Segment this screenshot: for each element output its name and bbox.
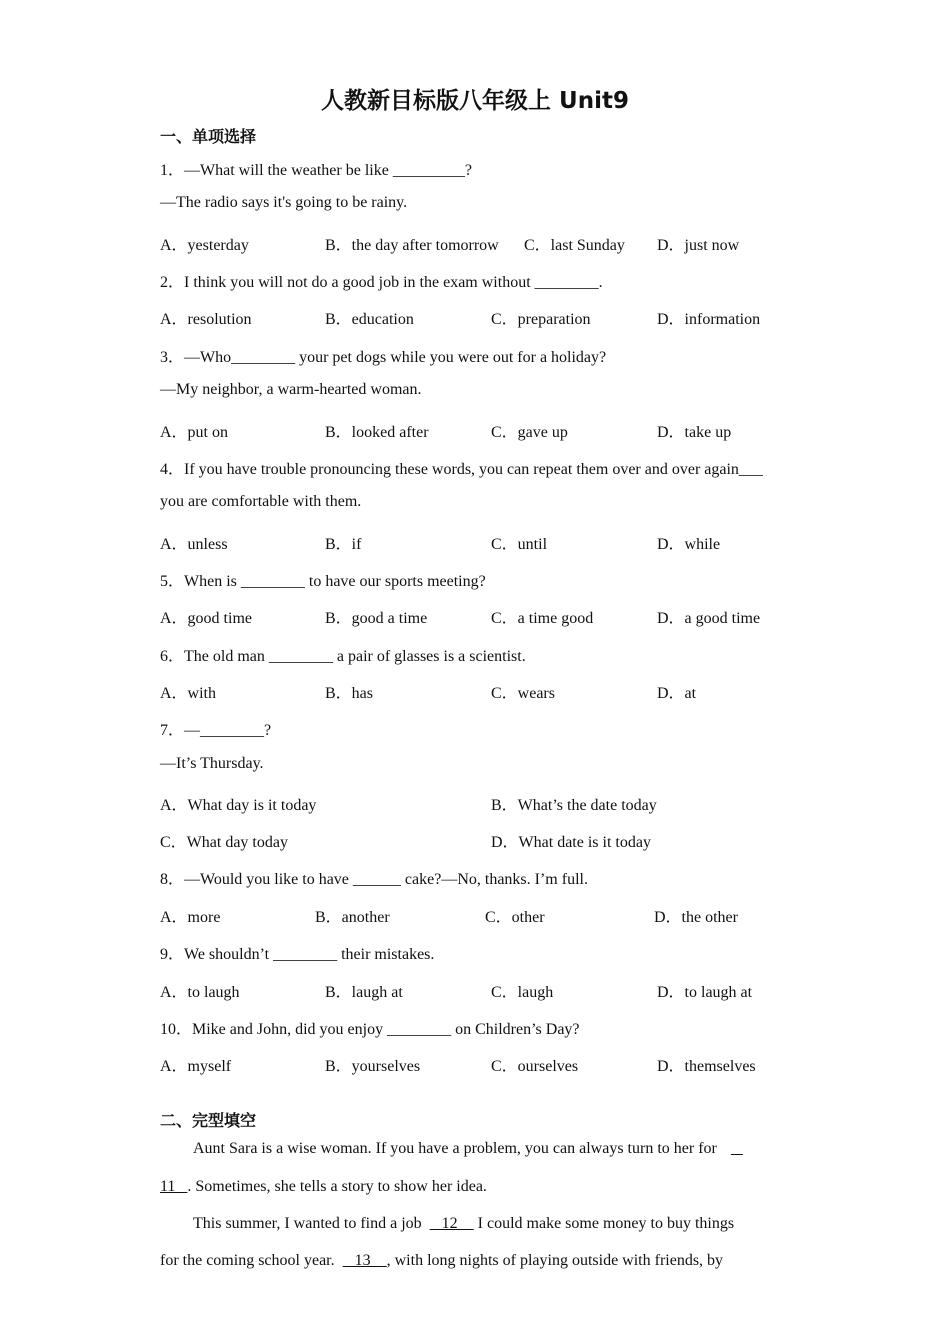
cloze-text: Aunt Sara is a wise woman. If you have a problem, you can always turn to her for — [193, 1140, 717, 1157]
question-3-response: —My neighbor, a warm-hearted woman. — [160, 381, 422, 398]
q7-option-d: D．What date is it today — [491, 834, 651, 851]
question-3: 3．—Who________ your pet dogs while you were out for a holiday? — [160, 349, 607, 366]
q9-option-d: D．to laugh at — [657, 984, 753, 1001]
cloze-line-4 — [160, 1252, 723, 1270]
q6-option-d: D．at — [657, 685, 697, 702]
page-title: 人教新目标版八年级上 Unit9 — [321, 88, 629, 114]
q5-option-d: D．a good time — [657, 610, 761, 627]
cloze-line-3 — [193, 1215, 734, 1233]
q10-option-d: D．themselves — [657, 1058, 756, 1075]
cloze-text: This summer, I wanted to find a job — [193, 1215, 422, 1232]
cloze-text: for the coming school year. — [160, 1252, 335, 1269]
q9-option-b: B．laugh at — [325, 984, 403, 1001]
section-heading-cloze: 二、完型填空 — [160, 1111, 257, 1130]
cloze-blank-13: 13 — [342, 1252, 387, 1269]
q7-option-c: C．What day today — [160, 834, 288, 851]
cloze-line-1 — [193, 1140, 743, 1158]
q5-option-b: B．good a time — [325, 610, 428, 627]
q2-option-b: B．education — [325, 311, 414, 328]
q6-option-c: C．wears — [491, 685, 555, 702]
section-heading-single-choice: 一、单项选择 — [160, 127, 257, 146]
q8-option-b: B．another — [315, 909, 390, 926]
cloze-text: . Sometimes, she tells a story to show her idea. — [187, 1178, 487, 1195]
question-6: 6．The old man ________ a pair of glasses is a scientist. — [160, 648, 526, 665]
cloze-blank-11: 11 — [160, 1178, 188, 1195]
q1-option-c: C．last Sunday — [524, 237, 625, 254]
q7-option-b: B．What’s the date today — [491, 797, 657, 814]
q1-option-d: D．just now — [657, 237, 740, 254]
q10-option-b: B．yourselves — [325, 1058, 421, 1075]
cloze-blank-12: 12 — [429, 1215, 474, 1232]
question-5: 5．When is ________ to have our sports meeting? — [160, 573, 486, 590]
q3-option-b: B．looked after — [325, 424, 429, 441]
question-4: 4．If you have trouble pronouncing these words, you can repeat them over and over again___ — [160, 461, 763, 478]
q8-option-d: D．the other — [654, 909, 738, 926]
q4-option-d: D．while — [657, 536, 721, 553]
question-2: 2．I think you will not do a good job in the exam without ________. — [160, 274, 603, 291]
q8-option-c: C．other — [485, 909, 545, 926]
q5-option-a: A．good time — [160, 610, 252, 627]
question-1: 1．—What will the weather be like _________? — [160, 162, 472, 179]
q4-option-a: A．unless — [160, 536, 228, 553]
q6-option-b: B．has — [325, 685, 374, 702]
q9-option-c: C．laugh — [491, 984, 554, 1001]
question-10: 10．Mike and John, did you enjoy ________ on Children’s Day? — [160, 1021, 580, 1038]
cloze-text: I could make some money to buy things — [473, 1215, 735, 1232]
cloze-line-2 — [160, 1178, 487, 1196]
q5-option-c: C．a time good — [491, 610, 594, 627]
q6-option-a: A．with — [160, 685, 217, 702]
q7-option-a: A．What day is it today — [160, 797, 317, 814]
q8-option-a: A．more — [160, 909, 221, 926]
q1-option-b: B．the day after tomorrow — [325, 237, 499, 254]
q10-option-a: A．myself — [160, 1058, 232, 1075]
question-8: 8．—Would you like to have ______ cake?—No, thanks. I’m full. — [160, 871, 588, 888]
question-7: 7．—________? — [160, 722, 272, 739]
q3-option-c: C．gave up — [491, 424, 568, 441]
q3-option-a: A．put on — [160, 424, 229, 441]
question-4-cont: you are comfortable with them. — [160, 493, 362, 510]
question-1-response: —The radio says it's going to be rainy. — [160, 194, 408, 211]
q2-option-c: C．preparation — [491, 311, 591, 328]
q4-option-b: B．if — [325, 536, 362, 553]
cloze-blank-11-start — [731, 1140, 743, 1157]
q2-option-a: A．resolution — [160, 311, 252, 328]
q4-option-c: C．until — [491, 536, 548, 553]
q10-option-c: C．ourselves — [491, 1058, 579, 1075]
cloze-text: , with long nights of playing outside with friends, by — [386, 1252, 724, 1269]
question-7-response: —It’s Thursday. — [160, 755, 264, 772]
question-9: 9．We shouldn’t ________ their mistakes. — [160, 946, 435, 963]
q9-option-a: A．to laugh — [160, 984, 240, 1001]
q2-option-d: D．information — [657, 311, 761, 328]
q1-option-a: A．yesterday — [160, 237, 249, 254]
q3-option-d: D．take up — [657, 424, 732, 441]
